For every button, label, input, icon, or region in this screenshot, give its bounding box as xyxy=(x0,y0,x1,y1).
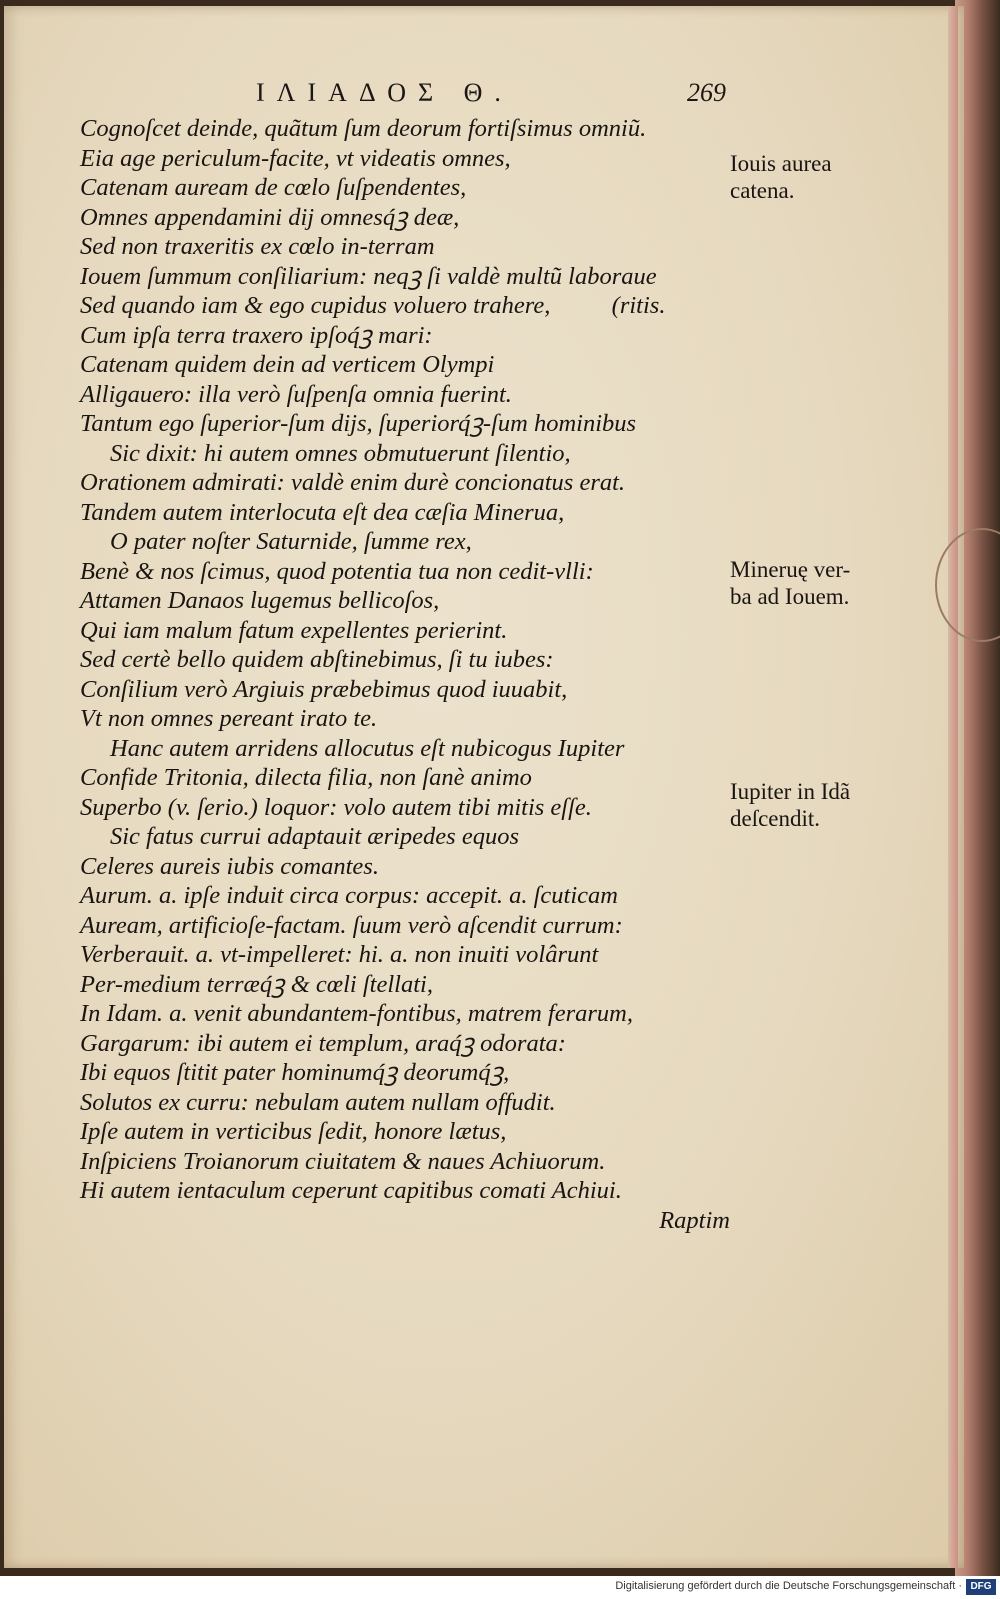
verse-line: Attamen Danaos lugemus bellicoſos, xyxy=(80,587,440,614)
funding-credit: Digitalisierung gefördert durch die Deutsche Forschungsgemeinschaft · xyxy=(615,1580,962,1592)
verse-line: Sic dixit: hi autem omnes obmutuerunt ſilentio, xyxy=(110,439,571,467)
verse-line: Vt non omnes pereant irato te. xyxy=(80,705,378,732)
verse-line: O pater noſter Saturnide, ſumme rex, xyxy=(110,528,472,555)
dfg-logo-icon: DFG xyxy=(966,1579,996,1595)
verse-line: Tandem autem interlocuta eſt dea cæſia Minerua, xyxy=(80,498,565,526)
verse-line: Alligauero: illa verò ſuſpenſa omnia fuerint. xyxy=(80,380,512,408)
verse-line: Sed quando iam & ego cupidus voluero trahere, (ritis. xyxy=(80,292,666,319)
verse-line: Per-medium terræq́ꝫ & cœli ſtellati, xyxy=(80,970,433,998)
verse-line: Cum ipſa terra traxero ipſoq́ꝫ mari: xyxy=(80,321,433,349)
verse-line: Auream, artificioſe-factam. ſuum verò aſcendit currum: xyxy=(80,911,623,939)
verse-line: Confide Tritonia, dilecta filia, non ſanè animo xyxy=(80,764,532,791)
margin-note-line: deſcendit. xyxy=(730,806,821,831)
verse-line: Hi autem ientaculum ceperunt capitibus comati Achiui. xyxy=(80,1177,622,1204)
margin-note-catena xyxy=(730,150,880,204)
verse-line: Hanc autem arridens allocutus eſt nubicogus Iupiter xyxy=(110,734,625,762)
margin-note-jupiter xyxy=(730,778,880,832)
margin-note-line: catena. xyxy=(730,178,795,203)
page-number: 269 xyxy=(687,78,726,107)
verse-line: Solutos ex curru: nebulam autem nullam offudit. xyxy=(80,1088,556,1116)
verse-line: Gargarum: ibi autem ei templum, araq́ꝫ odorata: xyxy=(80,1029,566,1057)
margin-note-line: Mineruę ver- xyxy=(730,557,851,582)
verse-line: Conſilium verò Argiuis præbebimus quod iuuabit, xyxy=(80,675,568,703)
verse-line: Qui iam malum fatum expellentes perierint. xyxy=(80,616,508,644)
verse-line: Inſpiciens Troianorum ciuitatem & naues Achiuorum. xyxy=(80,1147,606,1175)
verse-line: Benè & nos ſcimus, quod potentia tua non cedit-vlli: xyxy=(80,557,594,585)
margin-note-line: Iouis aurea xyxy=(730,151,832,176)
footer-bar xyxy=(0,1576,1000,1599)
verse-line: Ibi equos ſtitit pater hominumq́ꝫ deorumq́ꝫ, xyxy=(80,1059,510,1086)
margin-note-line: ba ad Iouem. xyxy=(730,584,850,609)
verse-line: Iouem ſummum conſiliarium: neqꝫ ſi valdè multũ laborau͏e xyxy=(80,262,657,290)
verse-line: Celeres aureis iubis comantes. xyxy=(80,852,379,880)
verse-line: Aurum. a. ipſe induit circa corpus: accepit. a. ſcuticam xyxy=(80,882,618,909)
verse-line: Superbo (v. ſerio.) loquor: volo autem tibi mitis eſſe. xyxy=(80,793,592,821)
verse-line: Catenam quidem dein ad verticem Olympi xyxy=(80,351,495,378)
verse-line: Sic fatus currui adaptauit æripedes equos xyxy=(110,823,519,850)
verse-line: Sed certè bello quidem abſtinebimus, ſi tu iubes: xyxy=(80,646,554,673)
verse-line: Sed non traxeritis ex cœlo in-terram xyxy=(80,233,435,260)
verse-line: Orationem admirati: valdè enim durè concionatus erat. xyxy=(80,469,626,496)
verse-line: Omnes appendamini dij omnesq́ꝫ deæ, xyxy=(80,203,460,231)
verse-line: Catenam auream de cœlo ſuſpendentes, xyxy=(80,174,467,201)
verse-line: Verberauit. a. vt-impelleret: hi. a. non inuiti volârunt xyxy=(80,941,599,968)
verse-line: Cognoſcet deinde, quãtum ſum deorum fortiſsimus omniũ. xyxy=(80,115,647,142)
verse-line: In Idam. a. venit abundantem-fontibus, matrem ferarum, xyxy=(80,1000,633,1027)
verse-line: Tantum ego ſuperior-ſum dijs, ſuperiorq́ꝫ-ſum hominibus xyxy=(80,410,637,437)
catchword: Raptim xyxy=(659,1206,730,1234)
margin-note-line: Iupiter in Idã xyxy=(730,779,851,804)
running-head: ΙΛΙΑΔΟΣ Θ. xyxy=(256,78,513,107)
verse-text xyxy=(80,114,730,1235)
page-edge xyxy=(948,6,958,1568)
page-header xyxy=(256,78,726,118)
verse-line: Ipſe autem in verticibus ſedit, honore lætus, xyxy=(80,1118,507,1145)
verse-line: Eia age periculum-facite, vt videatis omnes, xyxy=(80,144,511,172)
margin-note-minerva xyxy=(730,556,880,610)
